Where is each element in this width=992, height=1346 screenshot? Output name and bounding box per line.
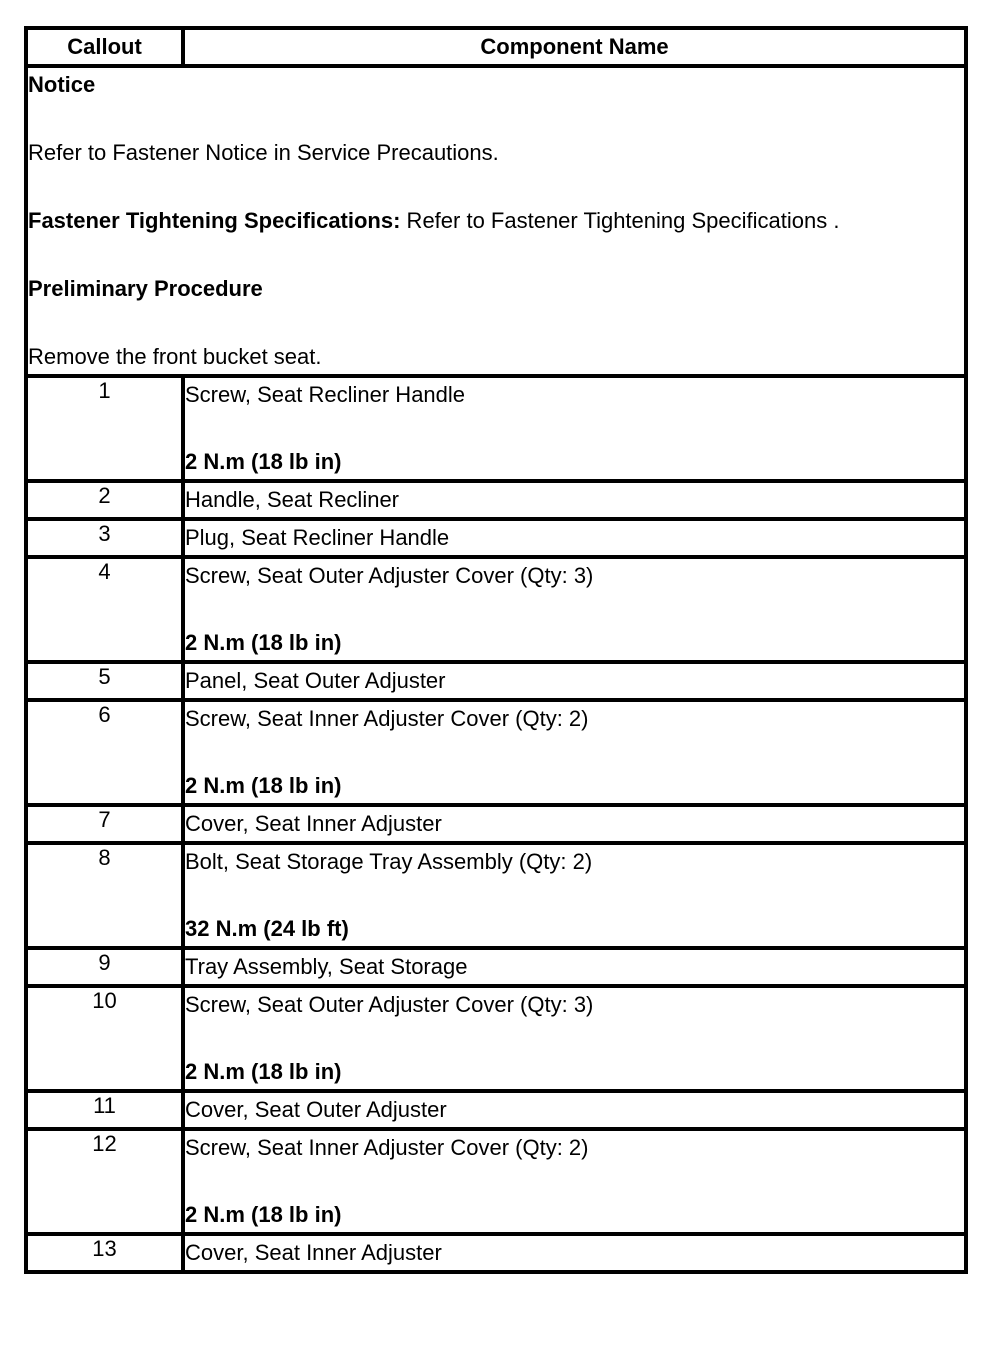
component-name: Panel, Seat Outer Adjuster — [185, 668, 446, 693]
header-row — [26, 28, 966, 66]
preliminary-procedure-text: Remove the front bucket seat. — [28, 344, 322, 369]
component-name-cell — [183, 700, 966, 805]
table-row — [26, 662, 966, 700]
component-name: Screw, Seat Recliner Handle — [185, 382, 466, 407]
callout-number: 4 — [26, 557, 183, 662]
callout-number: 10 — [26, 986, 183, 1091]
table-row — [26, 1234, 966, 1272]
callout-number: 11 — [26, 1091, 183, 1129]
table-row — [26, 1091, 966, 1129]
component-name-cell — [183, 805, 966, 843]
table-row — [26, 700, 966, 805]
notice-title: Notice — [28, 72, 96, 97]
component-name-cell — [183, 1129, 966, 1234]
component-name: Screw, Seat Inner Adjuster Cover (Qty: 2) — [185, 706, 589, 731]
table-row — [26, 986, 966, 1091]
torque-spec: 2 N.m (18 lb in) — [185, 1059, 342, 1084]
component-name: Bolt, Seat Storage Tray Assembly (Qty: 2) — [185, 849, 593, 874]
table-row — [26, 481, 966, 519]
fastener-spec-line — [28, 204, 964, 238]
component-name: Screw, Seat Inner Adjuster Cover (Qty: 2) — [185, 1135, 589, 1160]
torque-spec: 32 N.m (24 lb ft) — [185, 916, 349, 941]
table-row — [26, 843, 966, 948]
component-name-cell — [183, 662, 966, 700]
callout-number: 9 — [26, 948, 183, 986]
table-row — [26, 557, 966, 662]
table-row — [26, 376, 966, 481]
callout-number: 5 — [26, 662, 183, 700]
notice-row — [26, 66, 966, 376]
preliminary-procedure-title: Preliminary Procedure — [28, 276, 263, 301]
table-row — [26, 805, 966, 843]
component-name: Plug, Seat Recliner Handle — [185, 525, 450, 550]
component-table — [24, 26, 968, 1274]
component-name-cell — [183, 986, 966, 1091]
callout-number: 12 — [26, 1129, 183, 1234]
callout-number: 2 — [26, 481, 183, 519]
callout-number: 6 — [26, 700, 183, 805]
component-name: Cover, Seat Outer Adjuster — [185, 1097, 447, 1122]
component-name-cell — [183, 1234, 966, 1272]
table-row — [26, 948, 966, 986]
component-name: Handle, Seat Recliner — [185, 487, 400, 512]
component-name-cell — [183, 557, 966, 662]
callout-number: 8 — [26, 843, 183, 948]
component-name-cell — [183, 481, 966, 519]
component-name-cell — [183, 376, 966, 481]
notice-body: Refer to Fastener Notice in Service Precautions. — [28, 140, 499, 165]
component-name-header: Component Name — [183, 28, 966, 66]
torque-spec: 2 N.m (18 lb in) — [185, 773, 342, 798]
component-name-cell — [183, 1091, 966, 1129]
component-name-cell — [183, 948, 966, 986]
fastener-spec-label: Fastener Tightening Specifications: — [28, 208, 401, 233]
callout-number: 1 — [26, 376, 183, 481]
torque-spec: 2 N.m (18 lb in) — [185, 630, 342, 655]
component-name-cell — [183, 519, 966, 557]
torque-spec: 2 N.m (18 lb in) — [185, 1202, 342, 1227]
component-name: Cover, Seat Inner Adjuster — [185, 1240, 442, 1265]
callout-number: 7 — [26, 805, 183, 843]
component-name: Screw, Seat Outer Adjuster Cover (Qty: 3) — [185, 992, 594, 1017]
callout-header: Callout — [26, 28, 183, 66]
table-row — [26, 519, 966, 557]
component-name: Screw, Seat Outer Adjuster Cover (Qty: 3) — [185, 563, 594, 588]
component-name: Cover, Seat Inner Adjuster — [185, 811, 442, 836]
callout-number: 13 — [26, 1234, 183, 1272]
table-row — [26, 1129, 966, 1234]
fastener-spec-text: Refer to Fastener Tightening Specifications . — [400, 208, 840, 233]
notice-cell — [26, 66, 966, 376]
component-name: Tray Assembly, Seat Storage — [185, 954, 468, 979]
component-name-cell — [183, 843, 966, 948]
torque-spec: 2 N.m (18 lb in) — [185, 449, 342, 474]
callout-number: 3 — [26, 519, 183, 557]
